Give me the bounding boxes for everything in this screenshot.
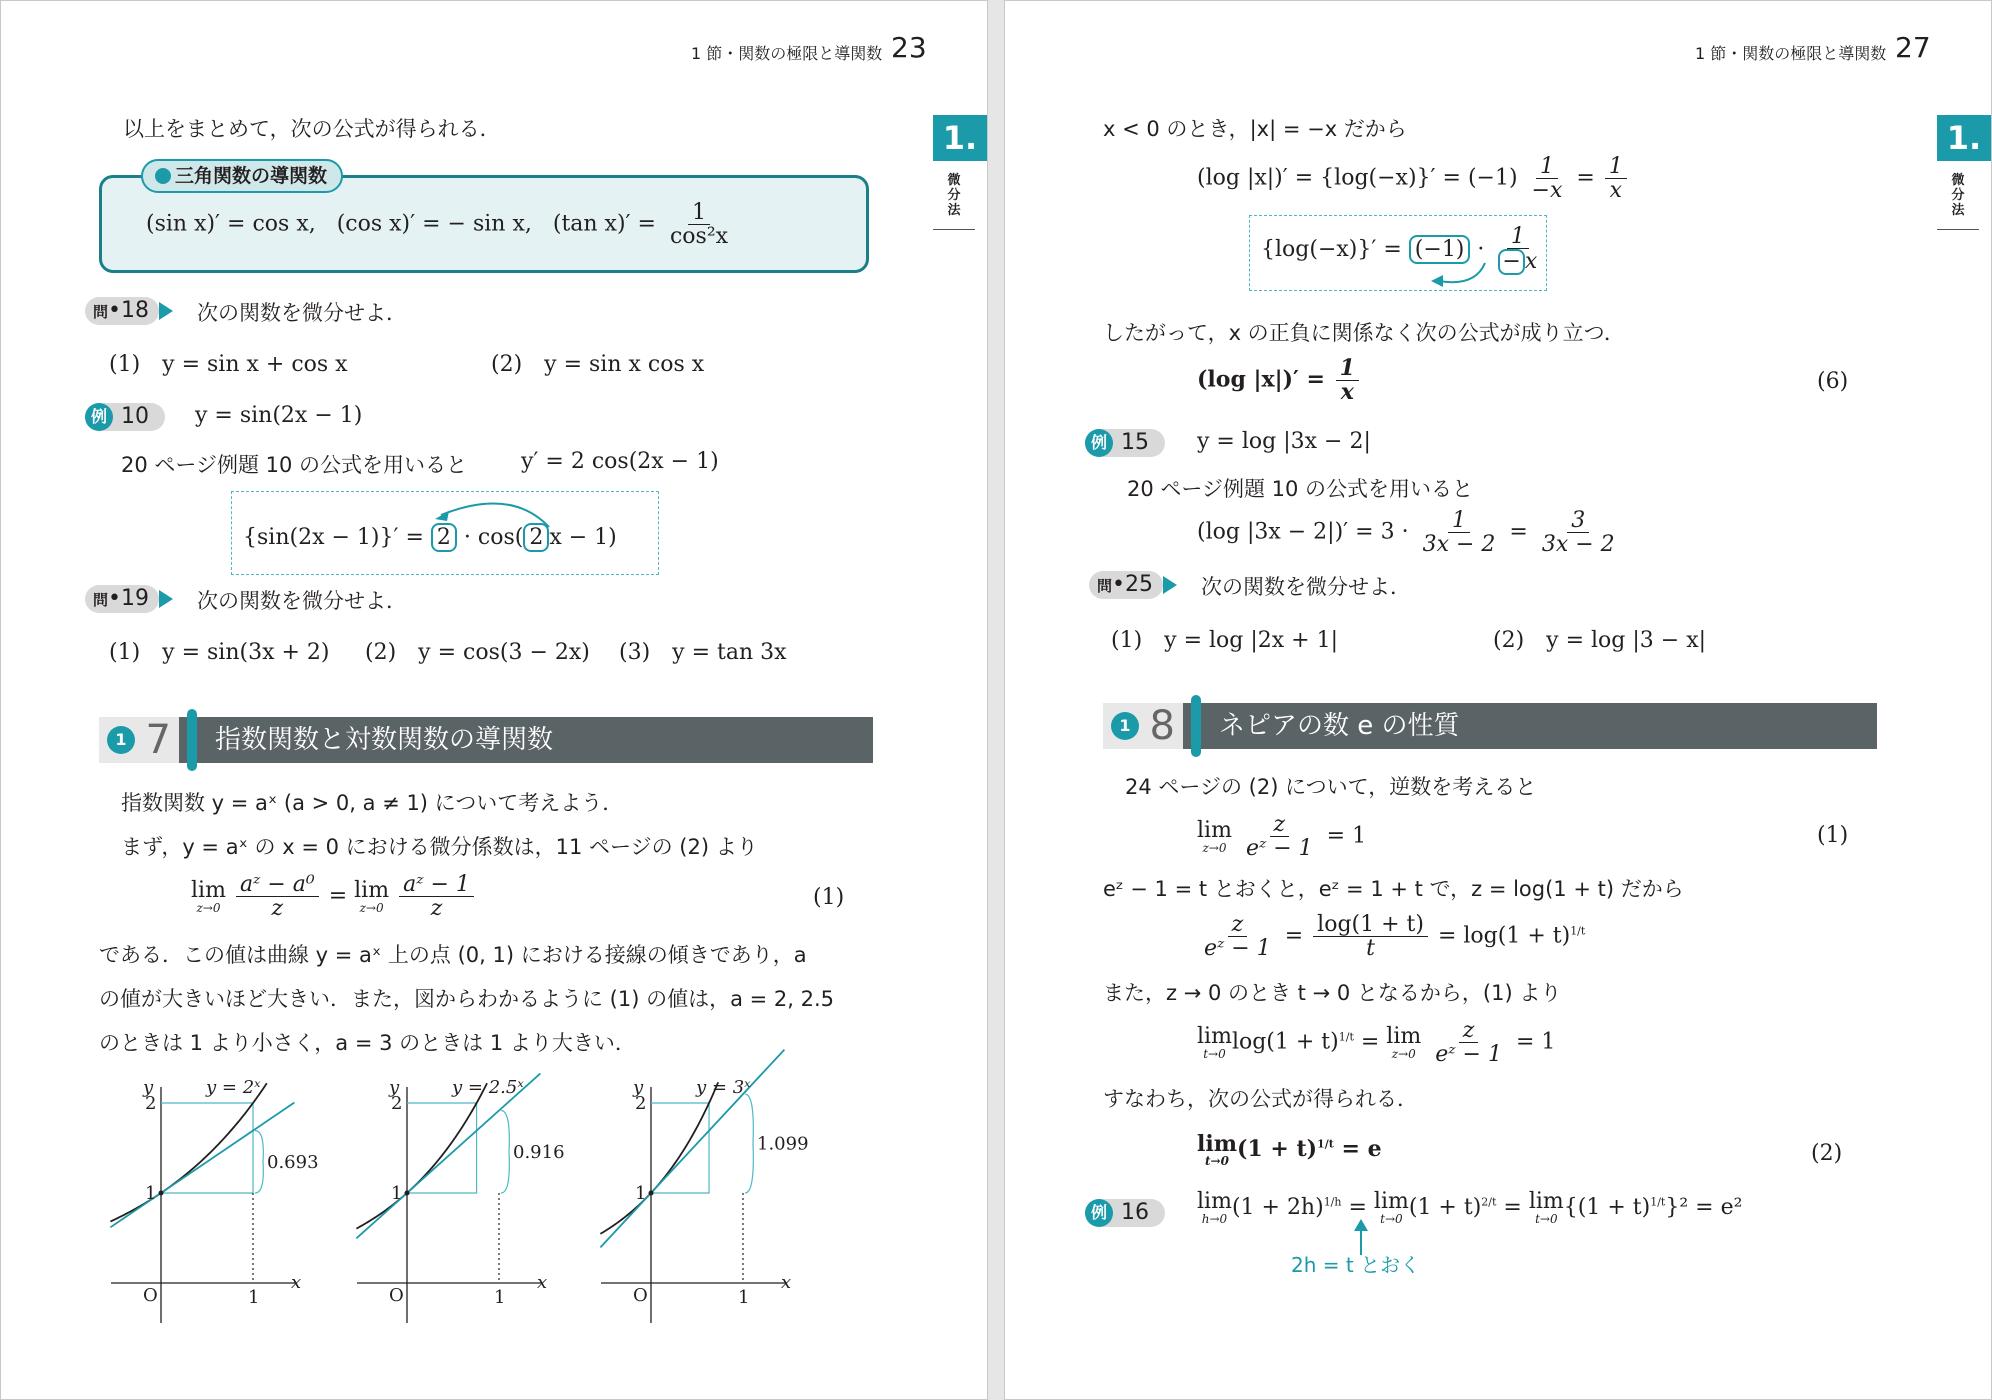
frac-den: z — [430, 896, 443, 922]
paragraph: 指数関数 y = aˣ (a > 0, a ≠ 1) について考えよう． — [121, 791, 624, 815]
guide-rect — [407, 1103, 477, 1193]
tan-derivative: (tan x)′ = — [552, 211, 656, 237]
section-bar — [187, 709, 197, 771]
frac-num: 1 — [1507, 225, 1529, 249]
problem: (1) y = log |2x + 1| — [1111, 628, 1339, 653]
exponential-graph — [601, 1073, 809, 1323]
lim-sub: t→0 — [1203, 1046, 1226, 1061]
equals: = — [1509, 519, 1528, 545]
example-line: 20 ページ例題 10 の公式を用いると — [121, 453, 468, 477]
example-key: 例 — [1085, 429, 1113, 457]
chapter-tab: 1. — [933, 115, 987, 161]
rhs: = e — [1341, 1136, 1382, 1162]
limit-body: {(1 + t) — [1563, 1195, 1651, 1220]
paragraph: すなわち，次の公式が得られる． — [1103, 1087, 1418, 1111]
section-number: 8 — [1149, 703, 1175, 749]
frac-num: 1 — [1448, 509, 1470, 533]
exponent: 1/h — [1323, 1195, 1342, 1209]
lim-sub: t→0 — [1535, 1212, 1558, 1226]
frac-den: x — [1609, 178, 1623, 204]
trig-derivatives — [146, 201, 735, 248]
fraction — [1431, 1019, 1506, 1066]
equation-tag: (1) — [813, 885, 845, 910]
lim-word: lim — [191, 877, 226, 903]
exponent: 1/t — [1317, 1137, 1334, 1151]
limit-body: (1 + t) — [1237, 1136, 1318, 1162]
paragraph: また，z → 0 のとき t → 0 となるから，(1) より — [1103, 981, 1562, 1005]
exponent: 2/t — [1481, 1195, 1497, 1209]
section-heading — [1103, 703, 1877, 749]
x-tick-label: 1 — [494, 1287, 506, 1308]
x-tick-label: 1 — [738, 1287, 750, 1308]
chain-lhs: {sin(2x − 1)}′ = — [243, 525, 424, 550]
origin-label: O — [633, 1285, 648, 1306]
section-number-block — [99, 717, 179, 763]
exponential-graph — [111, 1073, 319, 1323]
exponential-curve — [356, 1083, 487, 1228]
tab-divider — [933, 229, 975, 230]
formula-box-title: 三角関数の導関数 — [175, 165, 328, 187]
question-text: 次の関数を微分せよ． — [197, 301, 407, 325]
intro-text: 以上をまとめて，次の公式が得られる． — [123, 117, 501, 141]
chain-mid: · cos( — [463, 525, 524, 550]
section-title: 指数関数と対数関数の導関数 — [215, 725, 554, 755]
fraction — [1538, 509, 1619, 556]
exponent: 1/t — [1570, 924, 1586, 938]
equals: = — [1348, 1195, 1367, 1220]
guide-rect — [651, 1103, 709, 1193]
question-badge: 問•25 — [1089, 571, 1163, 599]
example-limit-chain — [1197, 1191, 1742, 1225]
section-number-block — [1103, 703, 1183, 749]
x-tick-label: 1 — [248, 1287, 260, 1308]
substitution-equation — [1197, 913, 1585, 960]
paragraph: したがって，x の正負に関係なく次の公式が成り立つ． — [1103, 321, 1625, 345]
fraction — [1313, 913, 1428, 960]
rhs: = log(1 + t) — [1437, 923, 1571, 949]
lim-sub: z→0 — [359, 900, 384, 915]
fraction — [1200, 913, 1275, 960]
lim-sub: t→0 — [1380, 1212, 1403, 1226]
lim-word: lim — [1197, 1189, 1232, 1214]
example-result: y′ = 2 cos(2x − 1) — [521, 449, 719, 474]
frac-den: z — [271, 896, 284, 922]
fraction — [1605, 155, 1627, 202]
curve-label: y = 2.5ˣ — [452, 1077, 524, 1098]
frac-num: 1 — [1336, 357, 1359, 381]
y-tick-label: 1 — [391, 1183, 403, 1204]
equals: = — [1284, 923, 1304, 949]
fraction — [1494, 225, 1541, 275]
example-badge — [1085, 429, 1165, 457]
slope-value: 0.693 — [267, 1151, 319, 1173]
guide-rect — [161, 1103, 253, 1193]
example-expression: y = sin(2x − 1) — [195, 403, 363, 428]
frac-num: 1 — [1605, 155, 1627, 179]
equation-tag: (1) — [1817, 823, 1849, 848]
example-badge — [85, 403, 165, 431]
fraction — [399, 873, 474, 920]
frac-den: eᶻ − 1 — [1204, 936, 1271, 962]
exponential-graph — [357, 1073, 565, 1323]
limit-body: (1 + t) — [1408, 1195, 1482, 1220]
rhs: = 1 — [1515, 1029, 1556, 1055]
problem: (2) y = log |3 − x| — [1493, 628, 1707, 653]
exponential-curve — [600, 1082, 718, 1234]
equals: = — [1576, 165, 1595, 191]
circled-inner-coefficient: 2 — [523, 523, 549, 552]
question-key: 問 — [1097, 577, 1113, 595]
y-tick-label: 2 — [391, 1093, 403, 1114]
chapter-tab-label: 微分法 — [1951, 173, 1965, 218]
y-axis-label: y — [633, 1077, 644, 1098]
slope-brace — [255, 1131, 263, 1193]
equation-tag: (2) — [1811, 1141, 1843, 1166]
question-badge: 問•19 — [85, 585, 159, 613]
bullet-icon — [155, 168, 171, 184]
origin-label: O — [143, 1285, 158, 1306]
frac-num: z — [1459, 1019, 1479, 1043]
exponential-curve — [110, 1083, 266, 1221]
rhs: = e² — [1695, 1195, 1743, 1220]
chapter-tab: 1. — [1937, 115, 1991, 161]
frac-den: eᶻ − 1 — [1245, 836, 1313, 862]
lim-sub: h→0 — [1201, 1212, 1228, 1226]
limit-body: log(1 + t) — [1231, 1029, 1339, 1055]
question-badge: 問•18 — [85, 297, 159, 325]
question-text: 次の関数を微分せよ． — [1201, 575, 1411, 599]
page-number: 23 — [891, 31, 927, 64]
derivation-lhs: (log |x|)′ = {log(−x)}′ = (−1) — [1197, 165, 1518, 191]
chapter-tab-label: 微分法 — [947, 173, 961, 218]
slope-brace — [501, 1111, 509, 1193]
right-page — [1004, 0, 1992, 1400]
limit — [1529, 1191, 1564, 1225]
limit-body: (1 + 2h) — [1231, 1195, 1324, 1220]
section-title: ネピアの数 e の性質 — [1219, 711, 1460, 741]
frac-num: 3 — [1567, 509, 1589, 533]
x-axis-label: x — [291, 1272, 302, 1293]
equals: = — [1503, 1195, 1522, 1220]
rhs: = 1 — [1326, 823, 1367, 849]
lim-sub: z→0 — [1202, 840, 1227, 855]
frac-den: cos²x — [669, 224, 729, 250]
circled-sign: − — [1498, 249, 1524, 275]
tan-fraction — [666, 201, 732, 248]
lim-sub: t→0 — [1205, 1154, 1229, 1168]
paragraph: のときは 1 より小さく，a = 3 のときは 1 より大きい． — [99, 1031, 636, 1055]
example-line: 20 ページ例題 10 の公式を用いると — [1127, 477, 1474, 501]
chain-lhs: {log(−x)}′ = — [1261, 237, 1402, 263]
chain-rhs: x − 1) — [549, 525, 617, 550]
paragraph: の値が大きいほど大きい．また，図からわかるように (1) の値は，a = 2, 2.5 — [99, 987, 835, 1011]
limit-equation — [191, 873, 477, 920]
question-number: 19 — [121, 586, 149, 611]
frac-num: z — [1228, 913, 1248, 937]
limit — [1197, 817, 1232, 855]
equation-tag: (6) — [1817, 369, 1849, 394]
formula-box-title-tab — [141, 159, 343, 193]
chain-rule-expression — [1261, 225, 1544, 275]
exponent: 1/t — [1650, 1195, 1666, 1209]
frac-num: 1 — [688, 201, 710, 225]
x-axis-label: x — [537, 1272, 548, 1293]
equals: = — [328, 883, 348, 909]
cos-derivative: (cos x)′ = − sin x, — [336, 211, 532, 237]
lim-word: lim — [1528, 1189, 1564, 1214]
frac-den: eᶻ − 1 — [1435, 1042, 1502, 1068]
limit — [1386, 1023, 1422, 1061]
example-number: 10 — [121, 404, 149, 429]
paragraph: 24 ページの (2) について，逆数を考えると — [1125, 775, 1537, 799]
frac-den — [1494, 249, 1541, 275]
derivative-lhs: (log |3x − 2|)′ = 3 · — [1197, 519, 1409, 545]
section-badge: 1 — [107, 726, 135, 754]
fraction — [1419, 509, 1500, 556]
frac-num: log(1 + t) — [1313, 913, 1428, 937]
exponent: 1/t — [1338, 1030, 1354, 1044]
frac-den: t — [1366, 936, 1375, 962]
formula-lhs: (log |x|)′ = — [1197, 366, 1325, 393]
problem: (3) y = tan 3x — [619, 640, 787, 665]
formula-2 — [1197, 1133, 1382, 1167]
example-number: 15 — [1121, 430, 1149, 455]
running-header: 1 節・関数の極限と導関数 — [1695, 44, 1887, 63]
y-axis-label: y — [143, 1077, 154, 1098]
limit — [354, 877, 390, 915]
fraction — [1242, 813, 1317, 860]
example-derivative — [1197, 509, 1622, 556]
problem: (1) y = sin x + cos x — [109, 352, 348, 377]
equals: = — [1360, 1029, 1380, 1055]
left-page — [0, 0, 988, 1400]
example-key: 例 — [85, 403, 113, 431]
tab-divider — [1937, 229, 1979, 230]
fraction — [1528, 155, 1567, 202]
circled-coefficient: (−1) — [1409, 235, 1471, 264]
slope-value: 0.916 — [513, 1141, 565, 1163]
frac-den: x — [1340, 379, 1354, 406]
frac-num: aᶻ − 1 — [399, 873, 474, 897]
log-abs-derivation — [1197, 155, 1630, 202]
problem: (1) y = sin(3x + 2) — [109, 640, 330, 665]
lim-word: lim — [1386, 1023, 1422, 1049]
problem: (2) y = cos(3 − 2x) — [365, 640, 590, 665]
lim-word: lim — [1373, 1189, 1409, 1214]
lim-word: lim — [1197, 1023, 1232, 1049]
fraction — [1336, 357, 1359, 404]
y-tick-label: 2 — [145, 1093, 157, 1114]
lim-sub: z→0 — [196, 900, 221, 915]
slope-value: 1.099 — [757, 1133, 809, 1155]
limit-equation — [1197, 813, 1366, 860]
limit — [191, 877, 226, 915]
example-badge — [1085, 1199, 1165, 1227]
limit-equation — [1197, 1019, 1555, 1066]
point-marker — [159, 1191, 164, 1196]
slope-brace — [745, 1094, 753, 1193]
limit-body-close: }² — [1665, 1195, 1689, 1220]
curve-label: y = 2ˣ — [206, 1077, 261, 1098]
circled-coefficient: 2 — [431, 523, 457, 552]
y-tick-label: 1 — [145, 1183, 157, 1204]
frac-den: −x — [1531, 178, 1563, 204]
frac-num: 1 — [1536, 155, 1558, 179]
example-number: 16 — [1121, 1200, 1149, 1225]
lim-word: lim — [1197, 817, 1232, 843]
question-number: 25 — [1125, 572, 1153, 597]
frac-num: aᶻ − a⁰ — [236, 873, 319, 897]
limit — [1374, 1191, 1409, 1225]
y-tick-label: 2 — [635, 1093, 647, 1114]
limit — [1197, 1133, 1237, 1167]
section-heading — [99, 717, 873, 763]
point-marker — [405, 1191, 410, 1196]
lim-sub: z→0 — [1391, 1046, 1416, 1061]
y-axis-label: y — [389, 1077, 400, 1098]
limit — [1197, 1191, 1232, 1225]
den-var: x — [1524, 249, 1538, 275]
curve-label: y = 3ˣ — [696, 1077, 751, 1098]
chain-rule-expression — [243, 523, 617, 552]
dot: · — [1477, 237, 1485, 263]
x-axis-label: x — [781, 1272, 792, 1293]
question-key: 問 — [93, 591, 109, 609]
paragraph: x < 0 のとき，|x| = −x だから — [1103, 117, 1407, 141]
limit — [1197, 1023, 1232, 1061]
fraction — [236, 873, 319, 920]
point-marker — [649, 1191, 654, 1196]
question-key: 問 — [93, 303, 109, 321]
lim-word: lim — [1197, 1131, 1237, 1157]
running-header: 1 節・関数の極限と導関数 — [691, 44, 883, 63]
frac-den: 3x − 2 — [1422, 532, 1496, 558]
sin-derivative: (sin x)′ = cos x, — [146, 211, 316, 237]
formula-6 — [1197, 357, 1362, 404]
origin-label: O — [389, 1285, 404, 1306]
paragraph: eᶻ − 1 = t とおくと，eᶻ = 1 + t で，z = log(1 + t) だから — [1103, 877, 1684, 901]
lim-word: lim — [354, 877, 390, 903]
substitution-note: 2h = t とおく — [1291, 1253, 1421, 1277]
page-number: 27 — [1895, 31, 1931, 64]
frac-den: 3x − 2 — [1541, 532, 1615, 558]
paragraph: である．この値は曲線 y = aˣ 上の点 (0, 1) における接線の傾きであり，a — [99, 943, 807, 967]
section-number: 7 — [145, 717, 171, 763]
y-tick-label: 1 — [635, 1183, 647, 1204]
question-text: 次の関数を微分せよ． — [197, 589, 407, 613]
problem: (2) y = sin x cos x — [491, 352, 705, 377]
frac-num: z — [1270, 813, 1290, 837]
section-badge: 1 — [1111, 712, 1139, 740]
question-number: 18 — [121, 298, 149, 323]
example-expression: y = log |3x − 2| — [1197, 429, 1371, 454]
example-key: 例 — [1085, 1199, 1113, 1227]
paragraph: まず，y = aˣ の x = 0 における微分係数は，11 ページの (2) より — [121, 835, 758, 859]
section-bar — [1191, 695, 1201, 757]
